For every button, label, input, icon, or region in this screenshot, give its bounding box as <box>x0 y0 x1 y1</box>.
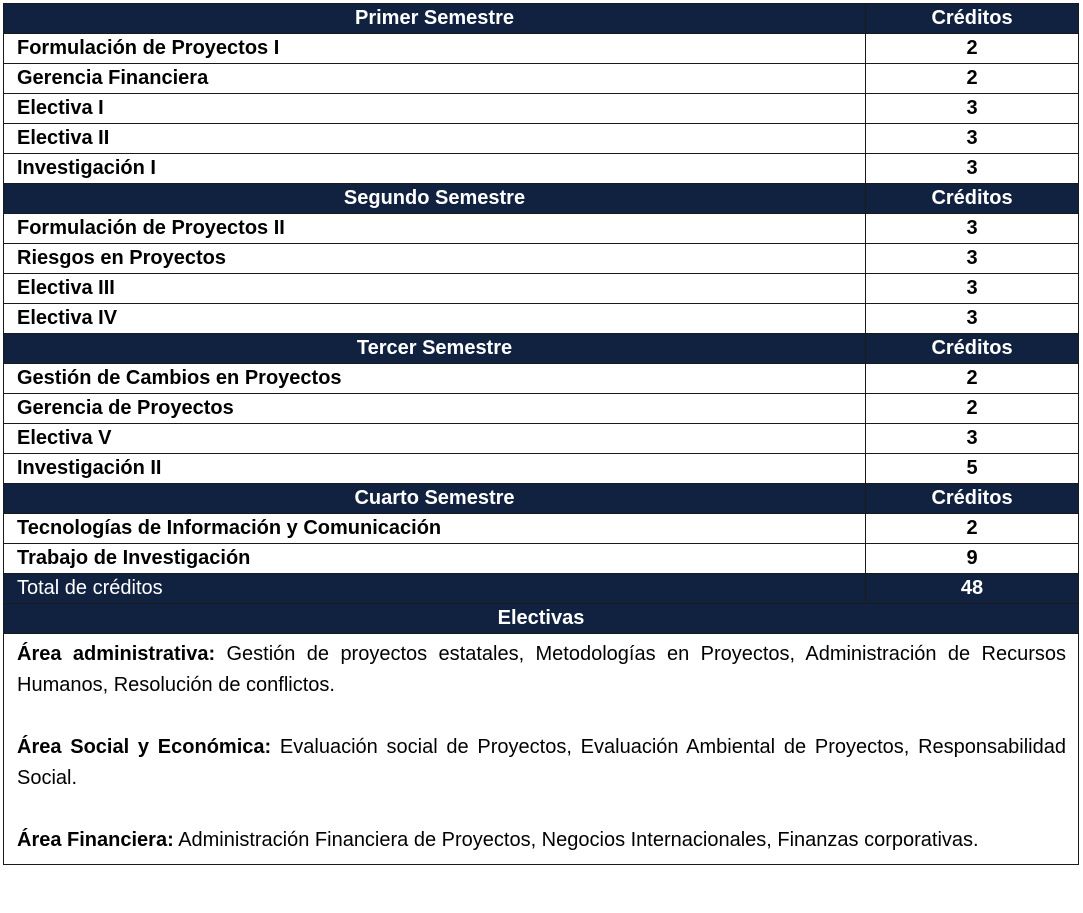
table-row <box>4 34 1079 64</box>
course-credits: 9 <box>866 544 1079 574</box>
elective-area <box>17 825 1066 856</box>
curriculum <box>3 3 1078 865</box>
course-credits: 2 <box>866 364 1079 394</box>
electivas-body <box>4 634 1079 865</box>
elective-area-text: Gestión de proyectos estatales, Metodologías en Proyectos, Administración de Recursos Humanos, Resolución de conflictos. <box>17 643 1067 696</box>
course-credits: 3 <box>866 94 1079 124</box>
course-credits: 3 <box>866 124 1079 154</box>
elective-area <box>17 732 1066 794</box>
elective-area <box>17 639 1066 701</box>
electivas-header <box>4 604 1079 634</box>
total-value: 48 <box>866 574 1079 604</box>
course-credits: 3 <box>866 214 1079 244</box>
course-name: Electiva V <box>4 424 866 454</box>
elective-area-label: Área Social y Económica: <box>17 736 272 758</box>
elective-area-text: Evaluación social de Proyectos, Evaluación Ambiental de Proyectos, Responsabilidad Social. <box>17 736 1066 789</box>
table-row <box>4 64 1079 94</box>
table-row <box>4 94 1079 124</box>
semester-header <box>4 334 1079 364</box>
elective-area-text: Administración Financiera de Proyectos, Negocios Internacionales, Finanzas corporativas. <box>173 829 979 851</box>
course-name: Gerencia de Proyectos <box>4 394 866 424</box>
course-name: Formulación de Proyectos II <box>4 214 866 244</box>
course-credits: 2 <box>866 394 1079 424</box>
electivas-title: Electivas <box>4 604 1079 634</box>
course-name: Investigación I <box>4 154 866 184</box>
table-row <box>4 304 1079 334</box>
table-row <box>4 364 1079 394</box>
course-credits: 2 <box>866 34 1079 64</box>
course-credits: 3 <box>866 244 1079 274</box>
table-row <box>4 544 1079 574</box>
course-credits: 2 <box>866 64 1079 94</box>
credits-header: Créditos <box>866 484 1079 514</box>
course-name: Gerencia Financiera <box>4 64 866 94</box>
course-name: Investigación II <box>4 454 866 484</box>
semester-header <box>4 4 1079 34</box>
course-name: Tecnologías de Información y Comunicación <box>4 514 866 544</box>
table-row <box>4 454 1079 484</box>
credits-header: Créditos <box>866 334 1079 364</box>
elective-area-label: Área Financiera: <box>17 829 174 851</box>
course-credits: 2 <box>866 514 1079 544</box>
table-row <box>4 154 1079 184</box>
table-row <box>4 424 1079 454</box>
course-name: Electiva II <box>4 124 866 154</box>
course-name: Riesgos en Proyectos <box>4 244 866 274</box>
course-name: Formulación de Proyectos I <box>4 34 866 64</box>
curriculum-table <box>3 3 1079 865</box>
course-name: Trabajo de Investigación <box>4 544 866 574</box>
table-row <box>4 214 1079 244</box>
semester-title: Segundo Semestre <box>4 184 866 214</box>
course-credits: 3 <box>866 154 1079 184</box>
course-credits: 5 <box>866 454 1079 484</box>
semester-title: Primer Semestre <box>4 4 866 34</box>
credits-header: Créditos <box>866 4 1079 34</box>
table-row <box>4 514 1079 544</box>
total-label: Total de créditos <box>4 574 866 604</box>
total-row <box>4 574 1079 604</box>
semester-title: Cuarto Semestre <box>4 484 866 514</box>
course-credits: 3 <box>866 274 1079 304</box>
semester-header <box>4 484 1079 514</box>
table-row <box>4 274 1079 304</box>
table-row <box>4 124 1079 154</box>
course-name: Gestión de Cambios en Proyectos <box>4 364 866 394</box>
table-row <box>4 394 1079 424</box>
table-row <box>4 244 1079 274</box>
course-credits: 3 <box>866 424 1079 454</box>
semester-header <box>4 184 1079 214</box>
semester-title: Tercer Semestre <box>4 334 866 364</box>
elective-area-label: Área administrativa: <box>17 643 216 665</box>
course-name: Electiva III <box>4 274 866 304</box>
course-name: Electiva I <box>4 94 866 124</box>
course-name: Electiva IV <box>4 304 866 334</box>
electivas-row <box>4 634 1079 865</box>
course-credits: 3 <box>866 304 1079 334</box>
credits-header: Créditos <box>866 184 1079 214</box>
